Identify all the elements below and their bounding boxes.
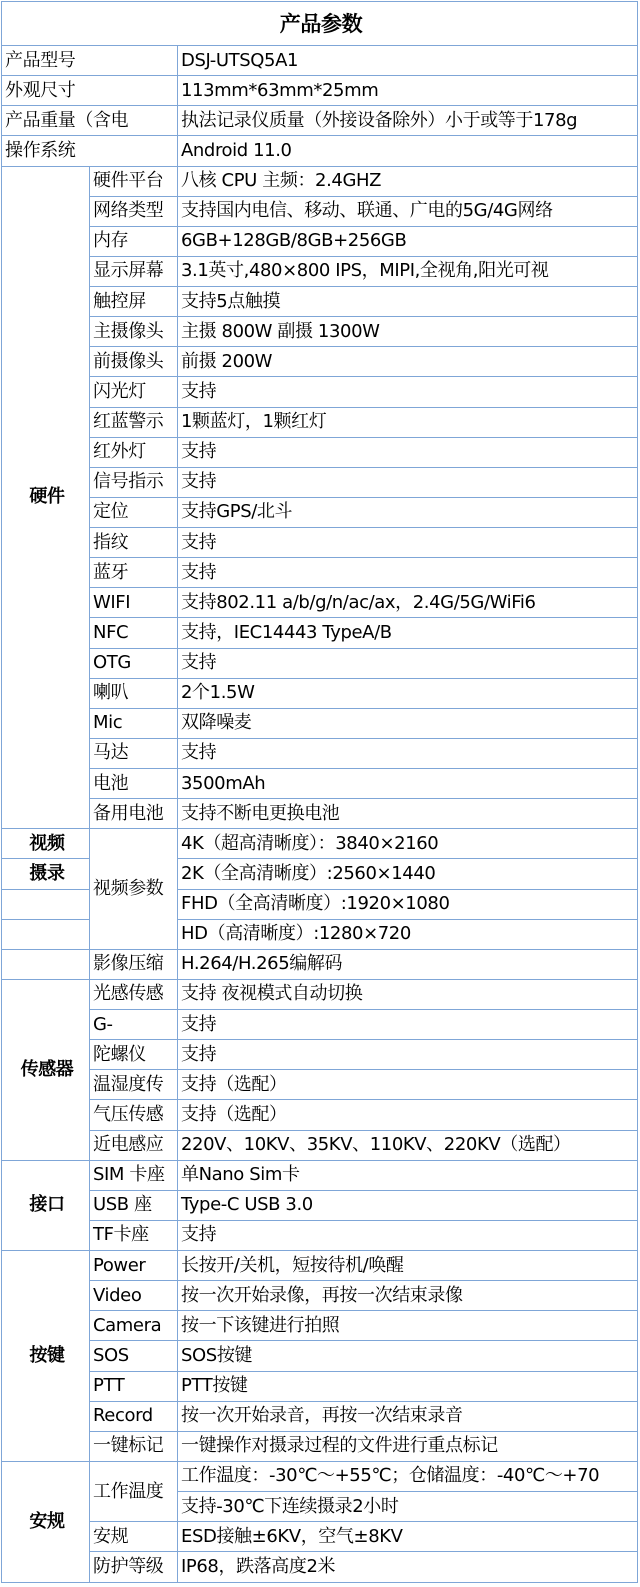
row-label: SIM 卡座 bbox=[90, 1160, 178, 1190]
row-value: HD（高清晰度）:1280×720 bbox=[178, 919, 638, 949]
row-label: PTT bbox=[90, 1371, 178, 1401]
row-value: 4K（超高清晰度）：3840×2160 bbox=[178, 829, 638, 859]
row-label: G- bbox=[90, 1010, 178, 1040]
table-row bbox=[2, 76, 638, 106]
category-video-line1: 视频 bbox=[2, 829, 90, 859]
row-label: WIFI bbox=[90, 588, 178, 618]
table-row bbox=[2, 136, 638, 166]
table-row bbox=[2, 949, 638, 979]
row-label: 光感传感 bbox=[90, 979, 178, 1009]
row-label: 主摄像头 bbox=[90, 317, 178, 347]
row-label: 产品型号 bbox=[2, 46, 178, 76]
table-row bbox=[2, 528, 638, 558]
row-label: Power bbox=[90, 1251, 178, 1281]
row-label: 外观尺寸 bbox=[2, 76, 178, 106]
row-value: 支持 bbox=[178, 1010, 638, 1040]
row-value: 支持 bbox=[178, 1220, 638, 1250]
row-label: 操作系统 bbox=[2, 136, 178, 166]
row-label: 触控屏 bbox=[90, 287, 178, 317]
row-value: FHD（全高清晰度）:1920×1080 bbox=[178, 889, 638, 919]
row-value: 支持GPS/北斗 bbox=[178, 497, 638, 527]
row-value: 支持（选配） bbox=[178, 1070, 638, 1100]
row-label: 温湿度传 bbox=[90, 1070, 178, 1100]
table-row bbox=[2, 1461, 638, 1491]
table-row bbox=[2, 829, 638, 859]
table-row bbox=[2, 1220, 638, 1250]
row-label: 影像压缩 bbox=[90, 949, 178, 979]
category-safety: 安规 bbox=[2, 1461, 90, 1582]
table-row bbox=[2, 1160, 638, 1190]
row-value: 支持，IEC14443 TypeA/B bbox=[178, 618, 638, 648]
table-row bbox=[2, 256, 638, 286]
row-value: 支持 bbox=[178, 648, 638, 678]
table-row bbox=[2, 1401, 638, 1431]
row-value: 支持不断电更换电池 bbox=[178, 799, 638, 829]
row-value: 6GB+128GB/8GB+256GB bbox=[178, 226, 638, 256]
row-value: PTT按键 bbox=[178, 1371, 638, 1401]
row-value: SOS按键 bbox=[178, 1341, 638, 1371]
row-label: 工作温度 bbox=[90, 1461, 178, 1521]
category-hardware: 硬件 bbox=[2, 166, 90, 829]
row-value: 支持-30℃下连续摄录2小时 bbox=[178, 1492, 638, 1522]
table-row bbox=[2, 558, 638, 588]
row-label: Video bbox=[90, 1281, 178, 1311]
row-label: 近电感应 bbox=[90, 1130, 178, 1160]
row-label: 一键标记 bbox=[90, 1431, 178, 1461]
table-row bbox=[2, 738, 638, 768]
row-value: 支持 bbox=[178, 437, 638, 467]
table-row bbox=[2, 1281, 638, 1311]
row-label: 闪光灯 bbox=[90, 377, 178, 407]
table-row bbox=[2, 979, 638, 1009]
row-label: 备用电池 bbox=[90, 799, 178, 829]
table-row bbox=[2, 46, 638, 76]
row-label: 红外灯 bbox=[90, 437, 178, 467]
table-row bbox=[2, 799, 638, 829]
row-value: 支持 夜视模式自动切换 bbox=[178, 979, 638, 1009]
table-row bbox=[2, 618, 638, 648]
row-label: 产品重量（含电 bbox=[2, 106, 178, 136]
row-value: 按一下该键进行拍照 bbox=[178, 1311, 638, 1341]
row-label: Mic bbox=[90, 708, 178, 738]
table-row bbox=[2, 317, 638, 347]
table-row bbox=[2, 407, 638, 437]
table-row bbox=[2, 467, 638, 497]
row-value: 支持 bbox=[178, 467, 638, 497]
row-value: 前摄 200W bbox=[178, 347, 638, 377]
row-value: 支持 bbox=[178, 558, 638, 588]
table-row bbox=[2, 1040, 638, 1070]
row-value: 支持 bbox=[178, 528, 638, 558]
category-video-line2: 摄录 bbox=[2, 859, 90, 889]
title-row bbox=[2, 2, 638, 46]
row-label: 气压传感 bbox=[90, 1100, 178, 1130]
table-row bbox=[2, 347, 638, 377]
category-keys: 按键 bbox=[2, 1251, 90, 1462]
row-value: 220V、10KV、35KV、110KV、220KV（选配） bbox=[178, 1130, 638, 1160]
row-value: 支持 bbox=[178, 1040, 638, 1070]
table-row bbox=[2, 588, 638, 618]
row-value: 按一次开始录音，再按一次结束录音 bbox=[178, 1401, 638, 1431]
row-value: 3500mAh bbox=[178, 769, 638, 799]
row-value: 2个1.5W bbox=[178, 678, 638, 708]
table-row bbox=[2, 437, 638, 467]
table-row bbox=[2, 377, 638, 407]
row-value: 长按开/关机，短按待机/唤醒 bbox=[178, 1251, 638, 1281]
row-value: 支持国内电信、移动、联通、广电的5G/4G网络 bbox=[178, 196, 638, 226]
row-label: 指纹 bbox=[90, 528, 178, 558]
row-value: 工作温度：-30℃～+55℃；仓储温度：-40℃～+70 bbox=[178, 1461, 638, 1491]
row-label: 红蓝警示 bbox=[90, 407, 178, 437]
spec-table bbox=[1, 1, 638, 1583]
row-label: 定位 bbox=[90, 497, 178, 527]
row-value: ESD接触±6KV，空气±8KV bbox=[178, 1522, 638, 1552]
row-label: TF卡座 bbox=[90, 1220, 178, 1250]
row-label: Camera bbox=[90, 1311, 178, 1341]
row-value: 执法记录仪质量（外接设备除外）小于或等于178g bbox=[178, 106, 638, 136]
table-row bbox=[2, 1552, 638, 1583]
table-row bbox=[2, 166, 638, 196]
table-row bbox=[2, 1130, 638, 1160]
row-value: 1颗蓝灯，1颗红灯 bbox=[178, 407, 638, 437]
category-empty-cell bbox=[2, 949, 90, 979]
row-label: 陀螺仪 bbox=[90, 1040, 178, 1070]
row-value: 支持5点触摸 bbox=[178, 287, 638, 317]
table-row bbox=[2, 1522, 638, 1552]
category-interface: 接口 bbox=[2, 1160, 90, 1250]
category-sensor: 传感器 bbox=[2, 979, 90, 1160]
table-row bbox=[2, 1070, 638, 1100]
row-value: 3.1英寸,480×800 IPS，MIPI,全视角,阳光可视 bbox=[178, 256, 638, 286]
row-value: 支持 bbox=[178, 377, 638, 407]
row-label: SOS bbox=[90, 1341, 178, 1371]
table-row bbox=[2, 226, 638, 256]
row-label: 内存 bbox=[90, 226, 178, 256]
row-label: OTG bbox=[90, 648, 178, 678]
row-value: 八核 CPU 主频：2.4GHZ bbox=[178, 166, 638, 196]
row-value: 2K（全高清晰度）:2560×1440 bbox=[178, 859, 638, 889]
row-label: 电池 bbox=[90, 769, 178, 799]
row-label: 前摄像头 bbox=[90, 347, 178, 377]
table-row bbox=[2, 1251, 638, 1281]
row-label: 防护等级 bbox=[90, 1552, 178, 1583]
row-value: Type-C USB 3.0 bbox=[178, 1190, 638, 1220]
row-label: 网络类型 bbox=[90, 196, 178, 226]
table-row bbox=[2, 1010, 638, 1040]
table-row bbox=[2, 106, 638, 136]
table-row bbox=[2, 648, 638, 678]
table-row bbox=[2, 1311, 638, 1341]
table-row bbox=[2, 678, 638, 708]
row-value: 单Nano Sim卡 bbox=[178, 1160, 638, 1190]
row-label: 安规 bbox=[90, 1522, 178, 1552]
row-value: DSJ-UTSQ5A1 bbox=[178, 46, 638, 76]
row-value: 113mm*63mm*25mm bbox=[178, 76, 638, 106]
row-value: 支持802.11 a/b/g/n/ac/ax，2.4G/5G/WiFi6 bbox=[178, 588, 638, 618]
page-title: 产品参数 bbox=[2, 2, 638, 46]
table-row bbox=[2, 1341, 638, 1371]
row-label: 马达 bbox=[90, 738, 178, 768]
table-row bbox=[2, 1100, 638, 1130]
row-label: NFC bbox=[90, 618, 178, 648]
row-value: 支持 bbox=[178, 738, 638, 768]
row-value: 按一次开始录像，再按一次结束录像 bbox=[178, 1281, 638, 1311]
row-label: 显示屏幕 bbox=[90, 256, 178, 286]
table-row bbox=[2, 1190, 638, 1220]
row-value: 一键操作对摄录过程的文件进行重点标记 bbox=[178, 1431, 638, 1461]
row-label: USB 座 bbox=[90, 1190, 178, 1220]
table-row bbox=[2, 708, 638, 738]
row-label: 喇叭 bbox=[90, 678, 178, 708]
row-label: 视频参数 bbox=[90, 829, 178, 950]
row-value: 主摄 800W 副摄 1300W bbox=[178, 317, 638, 347]
row-label: 信号指示 bbox=[90, 467, 178, 497]
row-value: 支持（选配） bbox=[178, 1100, 638, 1130]
row-value: Android 11.0 bbox=[178, 136, 638, 166]
row-label: 蓝牙 bbox=[90, 558, 178, 588]
category-empty-cell bbox=[2, 889, 90, 919]
table-row bbox=[2, 1431, 638, 1461]
table-row bbox=[2, 1371, 638, 1401]
table-row bbox=[2, 287, 638, 317]
row-value: IP68，跌落高度2米 bbox=[178, 1552, 638, 1583]
table-row bbox=[2, 497, 638, 527]
row-value: H.264/H.265编解码 bbox=[178, 949, 638, 979]
category-empty-cell bbox=[2, 919, 90, 949]
row-label: 硬件平台 bbox=[90, 166, 178, 196]
row-label: Record bbox=[90, 1401, 178, 1431]
row-value: 双降噪麦 bbox=[178, 708, 638, 738]
table-row bbox=[2, 196, 638, 226]
table-row bbox=[2, 769, 638, 799]
